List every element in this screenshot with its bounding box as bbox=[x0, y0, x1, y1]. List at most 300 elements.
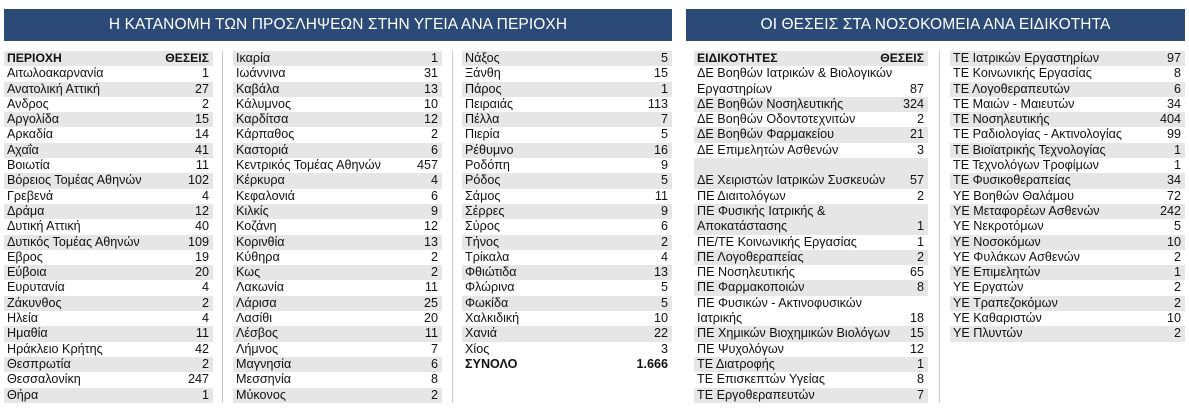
row-label: Σάμος bbox=[465, 188, 501, 203]
row-value: 22 bbox=[653, 326, 668, 341]
row-value: 20 bbox=[194, 265, 209, 280]
table-row bbox=[233, 82, 442, 97]
row-value: 102 bbox=[187, 173, 209, 188]
row-label: Θήρα bbox=[7, 387, 39, 402]
table-row bbox=[950, 143, 1185, 158]
row-value: 2 bbox=[430, 387, 438, 402]
table-row bbox=[462, 82, 672, 97]
row-label: Δυτικός Τομέας Αθηνών bbox=[7, 234, 140, 249]
row-value: 12 bbox=[423, 219, 438, 234]
table-row bbox=[233, 173, 442, 188]
table-row bbox=[233, 97, 442, 112]
row-label: Γρεβενά bbox=[7, 188, 54, 203]
row-label: ΤΕ Μαιών - Μαιευτών bbox=[953, 96, 1075, 111]
table-row bbox=[462, 158, 672, 173]
table-row bbox=[694, 158, 928, 189]
row-value: 15 bbox=[909, 326, 924, 341]
table-row bbox=[462, 127, 672, 142]
row-value: 12 bbox=[909, 341, 924, 356]
table-row bbox=[950, 97, 1185, 112]
row-label: Καρδίτσα bbox=[236, 112, 289, 127]
row-label: Κιλκίς bbox=[236, 203, 269, 218]
row-value: 1 bbox=[1173, 142, 1181, 157]
row-value: 97 bbox=[1166, 51, 1181, 65]
row-label: ΤΕ Φυσικοθεραπείας bbox=[953, 173, 1071, 188]
row-label: Δράμα bbox=[7, 203, 45, 218]
row-label: Φθιώτιδα bbox=[465, 265, 517, 280]
row-value: 11 bbox=[195, 326, 209, 341]
row-value: 3 bbox=[916, 142, 924, 157]
row-value: 2 bbox=[201, 96, 209, 111]
row-value: 10 bbox=[423, 96, 438, 111]
row-value: 7 bbox=[430, 341, 438, 356]
row-value: 7 bbox=[660, 112, 668, 127]
row-label: ΠΕ Φυσικής Ιατρικής & Αποκατάστασης bbox=[697, 203, 826, 234]
row-label: ΥΕ Βοηθών Θαλάμου bbox=[953, 188, 1074, 203]
table-row bbox=[4, 97, 213, 112]
table-row bbox=[950, 235, 1185, 250]
row-label: Κύθηρα bbox=[236, 249, 280, 264]
row-label: Φωκίδα bbox=[465, 295, 509, 310]
table-row bbox=[950, 219, 1185, 234]
row-label: Χανιά bbox=[465, 326, 498, 341]
row-value: 31 bbox=[423, 66, 438, 81]
row-value: 4 bbox=[430, 173, 438, 188]
row-label: ΥΕ Καθαριστών bbox=[953, 311, 1042, 326]
table-row bbox=[694, 357, 928, 372]
row-value: 10 bbox=[1166, 234, 1181, 249]
row-value: 1 bbox=[916, 356, 924, 371]
row-label: Καστοριά bbox=[236, 142, 289, 157]
header-value: ΘΕΣΕΙΣ bbox=[165, 51, 209, 65]
row-label: Σέρρες bbox=[465, 203, 505, 218]
table-row bbox=[694, 189, 928, 204]
table-row bbox=[694, 112, 928, 127]
row-value: 242 bbox=[1159, 203, 1181, 218]
row-label: Μύκονος bbox=[236, 387, 286, 402]
table-row bbox=[233, 235, 442, 250]
row-label: Ζάκυνθος bbox=[7, 295, 62, 310]
header-label: ΕΙΔΙΚΟΤΗΤΕΣ bbox=[697, 51, 778, 65]
table-row bbox=[694, 143, 928, 158]
row-value: 9 bbox=[660, 158, 668, 173]
header-label: ΠΕΡΙΟΧΗ bbox=[7, 51, 62, 65]
table-row bbox=[4, 82, 213, 97]
row-label: ΤΕ Νοσηλευτικής bbox=[953, 112, 1050, 127]
table-row bbox=[694, 326, 928, 341]
row-value: 8 bbox=[1173, 66, 1181, 81]
table-row bbox=[4, 143, 213, 158]
regions-column-3 bbox=[462, 51, 672, 372]
table-row bbox=[4, 372, 213, 387]
row-value: 1 bbox=[430, 51, 438, 65]
row-label: ΤΕ Επισκεπτών Υγείας bbox=[697, 372, 825, 387]
row-value: 12 bbox=[194, 203, 209, 218]
row-label: ΤΕ Τεχνολόγων Τροφίμων bbox=[953, 158, 1099, 173]
table-row bbox=[950, 326, 1185, 341]
table-row bbox=[4, 158, 213, 173]
row-label: Εβρος bbox=[7, 249, 43, 264]
row-value: 1 bbox=[1173, 265, 1181, 280]
row-value: 10 bbox=[1166, 311, 1181, 326]
row-label: Ρέθυμνο bbox=[465, 142, 514, 157]
table-row bbox=[462, 219, 672, 234]
table-row bbox=[950, 189, 1185, 204]
table-row bbox=[950, 265, 1185, 280]
row-value: 27 bbox=[194, 81, 209, 96]
row-value: 15 bbox=[194, 112, 209, 127]
row-value: 4 bbox=[201, 311, 209, 326]
row-value: 2 bbox=[1173, 295, 1181, 310]
row-label: Ξάνθη bbox=[465, 66, 501, 81]
row-value: 5 bbox=[660, 127, 668, 142]
table-row bbox=[462, 326, 672, 341]
row-label: ΥΕ Νοσοκόμων bbox=[953, 234, 1041, 249]
regions-column-1 bbox=[4, 51, 213, 403]
row-value: 5 bbox=[660, 280, 668, 295]
row-label: ΠΕ Φαρμακοποιών bbox=[697, 280, 805, 295]
row-label: Ημαθία bbox=[7, 326, 48, 341]
table-row bbox=[950, 204, 1185, 219]
row-label: ΥΕ Νεκροτόμων bbox=[953, 219, 1044, 234]
row-value: 1 bbox=[916, 219, 924, 234]
row-value: 21 bbox=[909, 127, 924, 142]
total-row bbox=[462, 357, 672, 372]
table-header bbox=[4, 51, 213, 66]
table-row bbox=[462, 66, 672, 81]
table-row bbox=[694, 372, 928, 387]
row-value: 6 bbox=[1173, 81, 1181, 96]
row-label: Σύρος bbox=[465, 219, 500, 234]
table-row bbox=[233, 51, 442, 66]
row-value: 4 bbox=[201, 280, 209, 295]
row-value: 18 bbox=[909, 311, 924, 326]
row-label: Μαγνησία bbox=[236, 356, 292, 371]
row-value: 13 bbox=[423, 81, 438, 96]
row-value: 19 bbox=[194, 249, 209, 264]
table-row bbox=[233, 219, 442, 234]
row-value: 1 bbox=[201, 66, 209, 81]
row-value: 3 bbox=[660, 341, 668, 356]
table-row bbox=[950, 296, 1185, 311]
total-value: 1.666 bbox=[636, 356, 668, 371]
row-value: 7 bbox=[916, 387, 924, 402]
row-value: 404 bbox=[1159, 112, 1181, 127]
row-label: ΔΕ Βοηθών Φαρμακείου bbox=[697, 127, 834, 142]
row-label: ΠΕ Χημικών Βιοχημικών Βιολόγων bbox=[697, 326, 891, 341]
table-row bbox=[462, 173, 672, 188]
row-value: 10 bbox=[653, 311, 668, 326]
row-label: ΥΕ Επιμελητών bbox=[953, 265, 1041, 280]
table-row bbox=[462, 265, 672, 280]
row-value: 14 bbox=[194, 127, 209, 142]
table-row bbox=[462, 311, 672, 326]
row-value: 2 bbox=[1173, 249, 1181, 264]
row-value: 12 bbox=[423, 112, 438, 127]
row-value: 34 bbox=[1166, 173, 1181, 188]
table-row bbox=[233, 143, 442, 158]
row-value: 5 bbox=[660, 51, 668, 65]
row-value: 4 bbox=[660, 249, 668, 264]
table-row bbox=[4, 219, 213, 234]
column-divider bbox=[939, 51, 940, 403]
row-value: 6 bbox=[660, 219, 668, 234]
table-row bbox=[950, 250, 1185, 265]
table-row bbox=[233, 388, 442, 403]
row-value: 1 bbox=[916, 234, 924, 249]
row-value: 6 bbox=[430, 356, 438, 371]
row-label: ΥΕ Πλυντών bbox=[953, 326, 1023, 341]
table-row bbox=[694, 97, 928, 112]
row-label: Κοζάνη bbox=[236, 219, 277, 234]
row-value: 34 bbox=[1166, 96, 1181, 111]
row-value: 9 bbox=[660, 203, 668, 218]
row-label: ΠΕ Ψυχολόγων bbox=[697, 341, 784, 356]
row-label: ΤΕ Βιοϊατρικής Τεχνολογίας bbox=[953, 142, 1106, 157]
table-row bbox=[233, 127, 442, 142]
row-label: Λέσβος bbox=[236, 326, 279, 341]
row-label: Πέλλα bbox=[465, 112, 500, 127]
table-row bbox=[462, 97, 672, 112]
regions-column-2 bbox=[233, 51, 442, 403]
table-row bbox=[233, 66, 442, 81]
row-label: Ευρυτανία bbox=[7, 280, 65, 295]
row-value: 25 bbox=[423, 295, 438, 310]
row-label: Ανδρος bbox=[7, 96, 49, 111]
row-label: Πάρος bbox=[465, 81, 502, 96]
row-value: 11 bbox=[195, 158, 209, 173]
row-value: 99 bbox=[1166, 127, 1181, 142]
row-value: 11 bbox=[424, 326, 438, 341]
row-value: 57 bbox=[909, 173, 924, 188]
row-value: 457 bbox=[416, 158, 438, 173]
table-row bbox=[694, 342, 928, 357]
row-label: Μεσσηνία bbox=[236, 372, 292, 387]
row-label: ΔΕ Επιμελητών Ασθενών bbox=[697, 142, 839, 157]
table-row bbox=[462, 235, 672, 250]
table-row bbox=[4, 112, 213, 127]
row-label: ΠΕ Νοσηλευτικής bbox=[697, 265, 795, 280]
row-label: Λήμνος bbox=[236, 341, 279, 356]
row-label: Δυτική Αττική bbox=[7, 219, 81, 234]
table-row bbox=[694, 127, 928, 142]
table-row bbox=[462, 51, 672, 66]
row-value: 5 bbox=[660, 295, 668, 310]
row-label: Κορινθία bbox=[236, 234, 285, 249]
table-row bbox=[694, 296, 928, 327]
table-row bbox=[4, 311, 213, 326]
table-row bbox=[233, 311, 442, 326]
table-header bbox=[694, 51, 928, 66]
table-row bbox=[233, 372, 442, 387]
table-row bbox=[694, 204, 928, 235]
row-label: Λάρισα bbox=[236, 295, 277, 310]
table-row bbox=[233, 280, 442, 295]
table-row bbox=[462, 204, 672, 219]
row-label: Βοιωτία bbox=[7, 158, 50, 173]
row-label: Ρόδος bbox=[465, 173, 501, 188]
row-label: Τήνος bbox=[465, 234, 500, 249]
table-row bbox=[4, 250, 213, 265]
row-label: Κάρπαθος bbox=[236, 127, 295, 142]
row-value: 2 bbox=[430, 265, 438, 280]
row-value: 6 bbox=[430, 142, 438, 157]
specialties-column-1 bbox=[694, 51, 928, 403]
row-label: ΤΕ Λογοθεραπευτών bbox=[953, 81, 1070, 96]
header-value: ΘΕΣΕΙΣ bbox=[880, 51, 924, 65]
row-label: Πιερία bbox=[465, 127, 500, 142]
row-value: 2 bbox=[1173, 280, 1181, 295]
row-label: Αχαΐα bbox=[7, 142, 39, 157]
table-row bbox=[950, 311, 1185, 326]
row-value: 2 bbox=[916, 249, 924, 264]
row-label: ΠΕ Διαιτολόγων bbox=[697, 188, 786, 203]
table-row bbox=[4, 280, 213, 295]
table-row bbox=[4, 357, 213, 372]
row-label: ΠΕ Φυσικών - Ακτινοφυσικών Ιατρικής bbox=[697, 295, 862, 326]
row-label: Κεντρικός Τομέας Αθηνών bbox=[236, 158, 381, 173]
row-label: Θεσσαλονίκη bbox=[7, 372, 81, 387]
row-value: 42 bbox=[194, 341, 209, 356]
row-value: 113 bbox=[647, 96, 668, 111]
table-row bbox=[462, 280, 672, 295]
row-label: Ικαρία bbox=[236, 51, 271, 65]
row-value: 72 bbox=[1166, 188, 1181, 203]
specialties-column-2 bbox=[950, 51, 1185, 342]
row-label: ΔΕ Βοηθών Ιατρικών & Βιολογικών Εργαστηρίων bbox=[697, 66, 893, 96]
row-value: 2 bbox=[430, 249, 438, 264]
row-value: 1 bbox=[1173, 158, 1181, 173]
row-value: 2 bbox=[1173, 326, 1181, 341]
row-label: ΤΕ Εργοθεραπευτών bbox=[697, 387, 815, 402]
row-value: 1 bbox=[201, 387, 209, 402]
row-label: Αρκαδία bbox=[7, 127, 54, 142]
table-row bbox=[462, 112, 672, 127]
table-row bbox=[950, 51, 1185, 66]
row-label: ΤΕ Ραδιολογίας - Ακτινολογίας bbox=[953, 127, 1122, 142]
row-label: ΔΕ Βοηθών Οδοντοτεχνιτών bbox=[697, 112, 856, 127]
table-row bbox=[694, 250, 928, 265]
table-row bbox=[233, 357, 442, 372]
row-label: Κεφαλονιά bbox=[236, 188, 295, 203]
row-label: ΥΕ Φυλάκων Ασθενών bbox=[953, 249, 1080, 264]
table-row bbox=[950, 280, 1185, 295]
table-row bbox=[950, 158, 1185, 173]
row-label: Αργολίδα bbox=[7, 112, 60, 127]
row-value: 2 bbox=[660, 234, 668, 249]
row-value: 40 bbox=[194, 219, 209, 234]
row-label: Χίος bbox=[465, 341, 490, 356]
table-row bbox=[233, 112, 442, 127]
table-row bbox=[950, 82, 1185, 97]
table-row bbox=[694, 265, 928, 280]
row-label: Ροδόπη bbox=[465, 158, 510, 173]
table-row bbox=[4, 189, 213, 204]
table-row bbox=[694, 66, 928, 97]
table-row bbox=[233, 189, 442, 204]
table-row bbox=[4, 66, 213, 81]
table-row bbox=[4, 127, 213, 142]
row-value: 2 bbox=[430, 127, 438, 142]
row-value: 9 bbox=[430, 203, 438, 218]
row-value: 41 bbox=[194, 142, 209, 157]
row-label: Λακωνία bbox=[236, 280, 285, 295]
row-label: Αιτωλοακαρνανία bbox=[7, 66, 104, 81]
table-row bbox=[233, 158, 442, 173]
row-label: Νάξος bbox=[465, 51, 500, 65]
row-label: Ηλεία bbox=[7, 311, 39, 326]
row-value: 247 bbox=[187, 372, 209, 387]
row-label: Καβάλα bbox=[236, 81, 280, 96]
table-row bbox=[233, 296, 442, 311]
row-label: Θεσπρωτία bbox=[7, 356, 71, 371]
row-label: ΠΕ Λογοθεραπείας bbox=[697, 249, 804, 264]
row-value: 2 bbox=[916, 112, 924, 127]
table-row bbox=[462, 342, 672, 357]
table-row bbox=[4, 265, 213, 280]
table-row bbox=[4, 342, 213, 357]
row-label: Πειραιάς bbox=[465, 96, 514, 111]
table-row bbox=[694, 280, 928, 295]
row-label: ΥΕ Μεταφορέων Ασθενών bbox=[953, 203, 1100, 218]
row-value: 1 bbox=[660, 81, 668, 96]
row-label: ΤΕ Διατροφής bbox=[697, 356, 775, 371]
table-row bbox=[950, 127, 1185, 142]
row-label: ΤΕ Κοινωνικής Εργασίας bbox=[953, 66, 1092, 81]
table-row bbox=[4, 204, 213, 219]
row-value: 16 bbox=[653, 142, 668, 157]
table-row bbox=[233, 250, 442, 265]
table-row bbox=[4, 326, 213, 341]
row-value: 2 bbox=[201, 295, 209, 310]
row-value: 5 bbox=[660, 173, 668, 188]
column-divider bbox=[222, 51, 223, 403]
row-label: Κως bbox=[236, 265, 261, 280]
row-value: 8 bbox=[916, 372, 924, 387]
row-label: ΥΕ Τραπεζοκόμων bbox=[953, 295, 1058, 310]
table-row bbox=[233, 204, 442, 219]
table-row bbox=[950, 112, 1185, 127]
row-value: 4 bbox=[201, 188, 209, 203]
row-label: Βόρειος Τομέας Αθηνών bbox=[7, 173, 142, 188]
table-row bbox=[462, 143, 672, 158]
row-label: Κάλυμνος bbox=[236, 96, 292, 111]
row-label: ΠΕ/ΤΕ Κοινωνικής Εργασίας bbox=[697, 234, 857, 249]
total-label: ΣΥΝΟΛΟ bbox=[465, 356, 518, 371]
row-label: ΤΕ Ιατρικών Εργαστηρίων bbox=[953, 51, 1100, 65]
row-value: 11 bbox=[654, 188, 668, 203]
row-label: Τρίκαλα bbox=[465, 249, 510, 264]
row-value: 13 bbox=[423, 234, 438, 249]
row-value: 2 bbox=[916, 188, 924, 203]
row-value: 8 bbox=[430, 372, 438, 387]
row-label: Λασίθι bbox=[236, 311, 273, 326]
table-row bbox=[4, 296, 213, 311]
row-value: 15 bbox=[653, 66, 668, 81]
table-row bbox=[462, 250, 672, 265]
row-label: Εύβοια bbox=[7, 265, 47, 280]
left-table-title: Η ΚΑΤΑΝΟΜΗ ΤΩΝ ΠΡΟΣΛΗΨΕΩΝ ΣΤΗΝ ΥΓΕΙΑ ΑΝΑ ΠΕΡΙΟΧΗ bbox=[4, 9, 672, 41]
table-row bbox=[233, 326, 442, 341]
row-value: 109 bbox=[187, 234, 209, 249]
row-label: ΔΕ Χειριστών Ιατρικών Συσκευών bbox=[697, 173, 886, 188]
row-value: 65 bbox=[909, 265, 924, 280]
right-table-title: ΟΙ ΘΕΣΕΙΣ ΣΤΑ ΝΟΣΟΚΟΜΕΙΑ ΑΝΑ ΕΙΔΙΚΟΤΗΤΑ bbox=[686, 9, 1185, 41]
row-label: ΥΕ Εργατών bbox=[953, 280, 1024, 295]
row-label: Ανατολική Αττική bbox=[7, 81, 100, 96]
table-row bbox=[233, 342, 442, 357]
row-label: Χαλκιδική bbox=[465, 311, 520, 326]
